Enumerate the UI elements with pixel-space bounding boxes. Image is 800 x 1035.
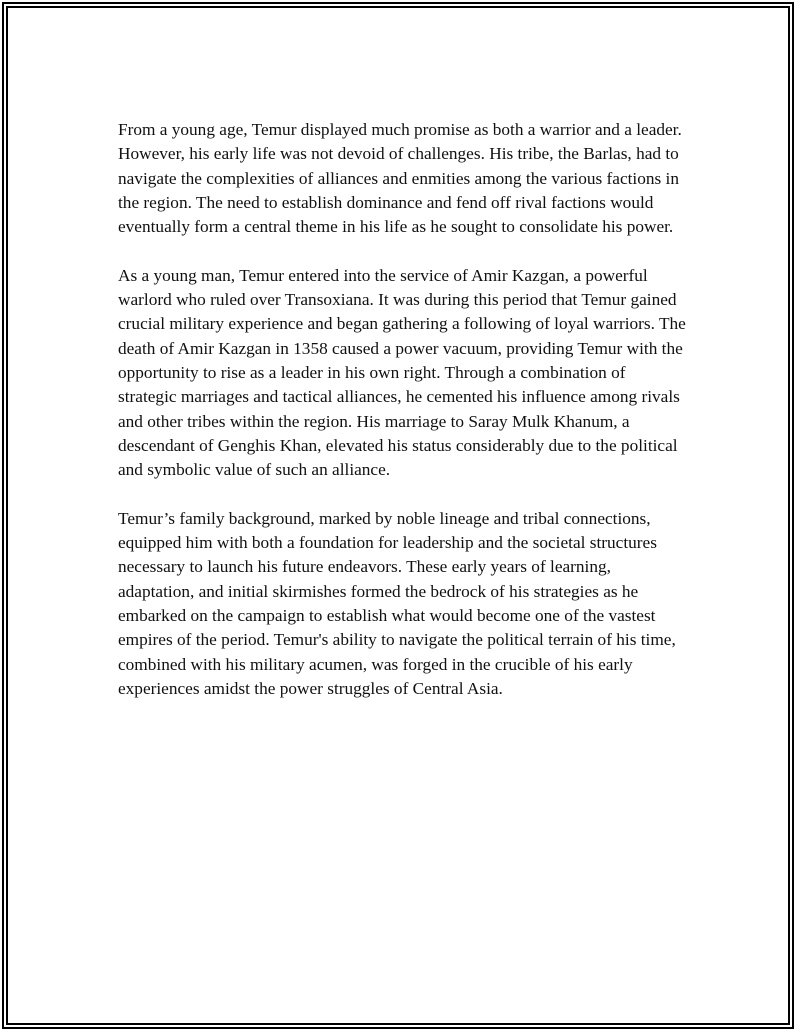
paragraph-3: Temur’s family background, marked by noble lineage and tribal connections, equipped him with both a foundation for leadership and the societal structures necessary to launch his future endeavors. These early years of learning, adaptation, and initial skirmishes formed the bedrock of his strategies as he embarked on the campaign to establish what would become one of the vastest empires of the period. Temur's ability to navigate the political terrain of his time, combined with his military acumen, was forged in the crucible of his early experiences amidst the power struggles of Central Asia.: [118, 508, 676, 698]
paragraph-2: As a young man, Temur entered into the service of Amir Kazgan, a powerful warlord who ruled over Transoxiana. It was during this period that Temur gained crucial military experience and began gathering a following of loyal warriors. The death of Amir Kazgan in 1358 caused a power vacuum, providing Temur with the opportunity to rise as a leader in his own right. Through a combination of strategic marriages and tactical alliances, he cemented his influence among rivals and other tribes within the region. His marriage to Saray Mulk Khanum, a descendant of Genghis Khan, elevated his status considerably due to the political and symbolic value of such an alliance.: [118, 265, 686, 480]
document-body: [118, 118, 688, 725]
paragraph-1: From a young age, Temur displayed much promise as both a warrior and a leader. However, his early life was not devoid of challenges. His tribe, the Barlas, had to navigate the complexities of alliances and enmities among the various factions in the region. The need to establish dominance and fend off rival factions would eventually form a central theme in his life as he sought to consolidate his power.: [118, 120, 682, 237]
